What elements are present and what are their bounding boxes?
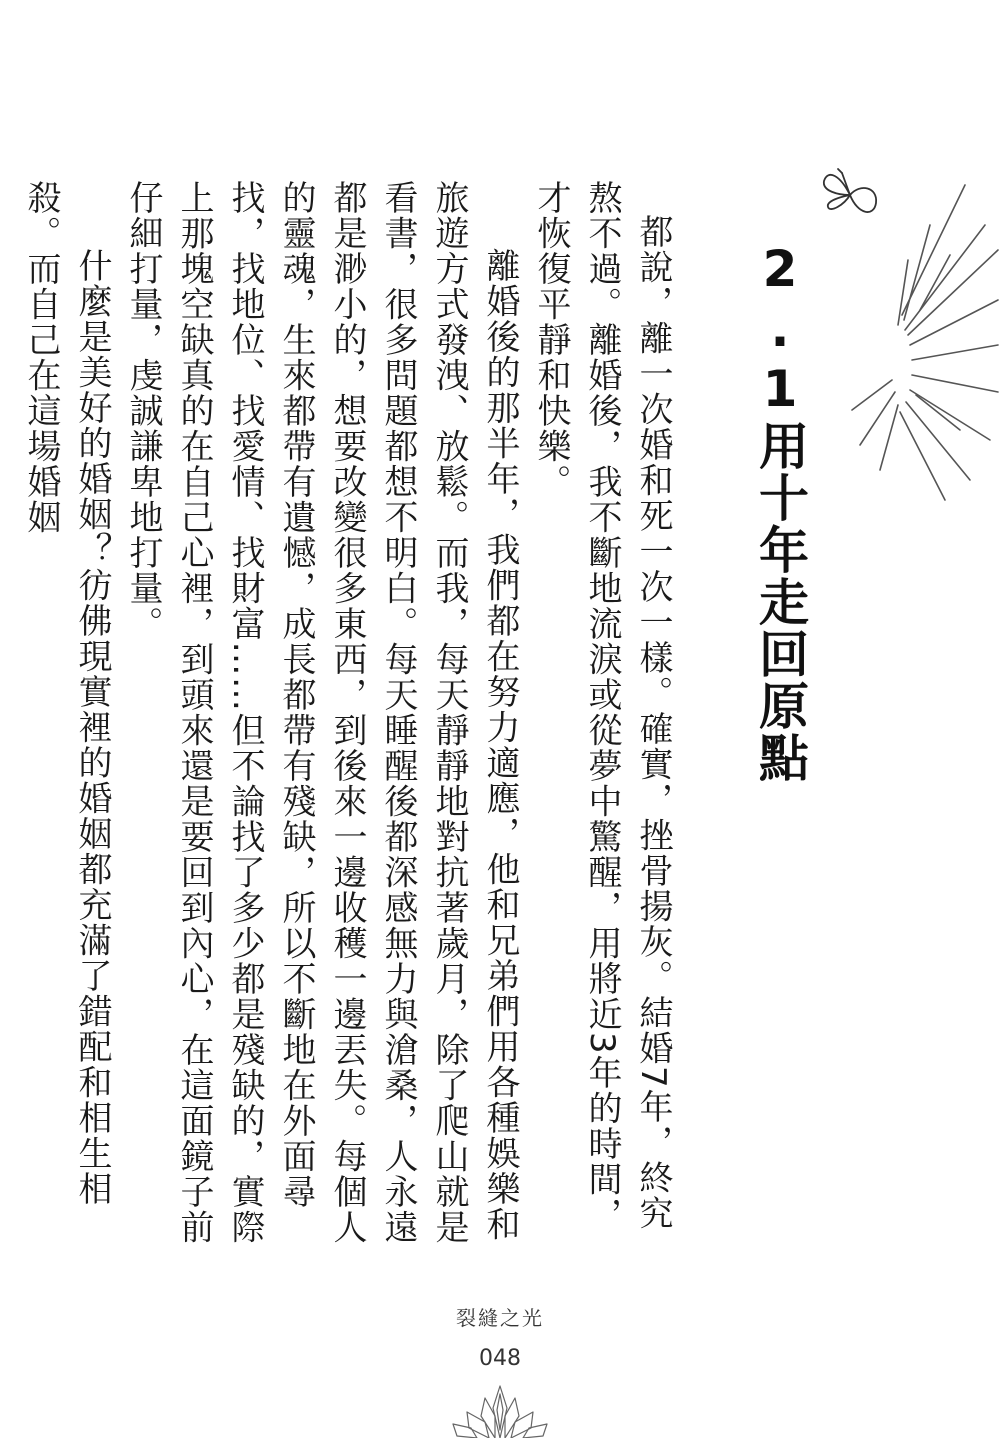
chapter-number: 2.1 <box>751 240 809 420</box>
book-title: 裂縫之光 <box>456 1306 544 1330</box>
chapter-title: 用十年走回原點 <box>751 420 809 784</box>
lotus-ornament <box>445 1378 555 1438</box>
chapter-heading <box>750 240 810 784</box>
paragraph: 什麼是美好的婚姻？彷佛現實裡的婚姻都充滿了錯配和相生相殺。而自己在這場婚姻 <box>21 180 112 1207</box>
paragraph: 離婚後的那半年，我們都在努力適應，他和兄弟們用各種娛樂和旅遊方式發洩、放鬆。而我，每天靜靜地對抗著歲月，除了爬山就是看書，很多問題都想不明白。每天睡醒後都深感無力與滄桑，人永遠都是渺小的，想要改變很多東西，到後來一邊收穫一邊丟失。每個人的靈魂，生來都帶有遺憾，成長都帶有殘缺，所以不斷地在外面尋找，找地位、找愛情、找財富……但不論找了多少都是殘缺的，實際上那塊空缺真的在自己心裡，到頭來還是要回到內心，在這面鏡子前仔細打量，虔誠謙卑地打量。 <box>123 180 520 1245</box>
body-text <box>15 180 678 1260</box>
butterfly-icon <box>820 165 882 225</box>
page-number: 048 <box>479 1346 521 1371</box>
paragraph: 都說，離一次婚和死一次一樣。確實，挫骨揚灰。結婚7年，終究熬不過。離婚後，我不斷地流淚或從夢中驚醒，用將近3年的時間，才恢復平靜和快樂。 <box>531 180 673 1233</box>
